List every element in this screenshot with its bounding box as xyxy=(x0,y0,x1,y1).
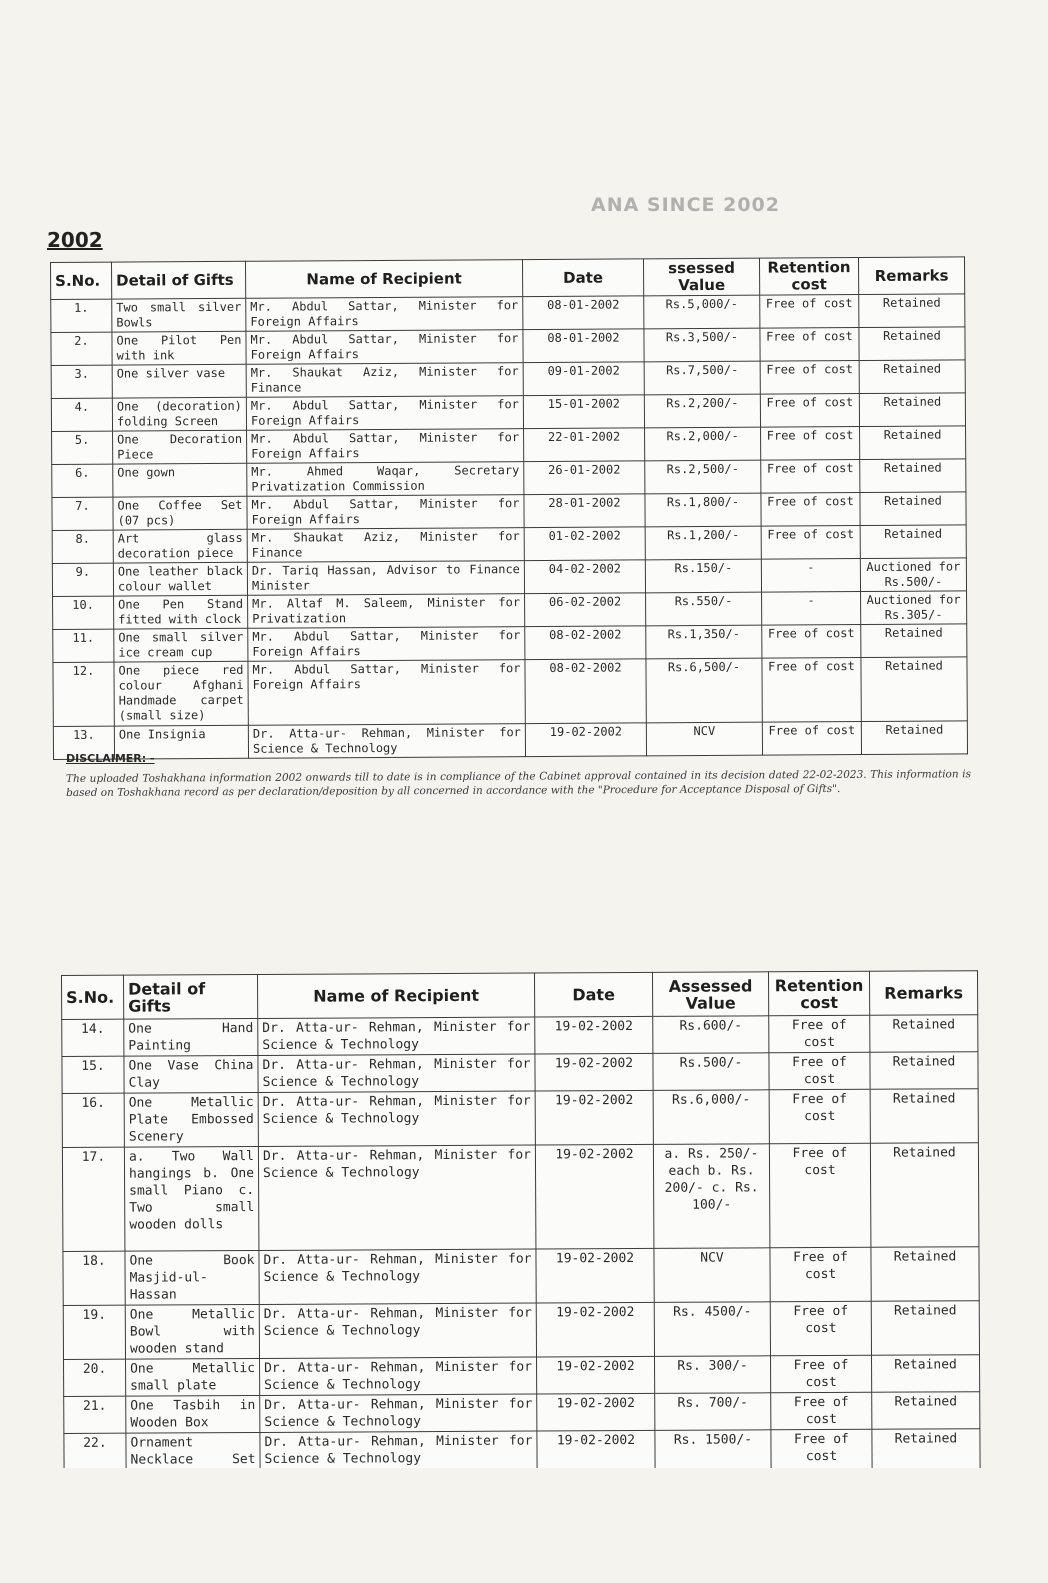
row-sno: 14. xyxy=(62,1019,124,1056)
row-remarks: Retained xyxy=(860,525,966,559)
row-assessed-value: Rs.2,000/- xyxy=(645,427,761,461)
row-recipient: Dr. Atta-ur- Rehman, Minister for Science & Technology xyxy=(248,724,525,759)
table-row xyxy=(53,624,967,663)
table-row xyxy=(52,558,966,597)
row-recipient: Mr. Abdul Sattar, Minister for Foreign Affairs xyxy=(246,396,523,431)
row-assessed-value: Rs.1,800/- xyxy=(645,493,761,527)
row-recipient: Dr. Tariq Hassan, Advisor to Finance Minister xyxy=(247,561,524,596)
table-row xyxy=(51,294,965,333)
table-row xyxy=(62,1052,978,1094)
row-sno: 5. xyxy=(52,431,113,464)
row-remarks: Retained xyxy=(861,624,967,658)
row-date: 01-02-2002 xyxy=(524,527,645,561)
row-detail: One Book Masjid-ul-Hassan xyxy=(125,1250,259,1305)
row-recipient: Dr. Atta-ur- Rehman, Minister for Science & Technology xyxy=(258,1054,535,1092)
row-recipient: Mr. Shaukat Aziz, Minister for Finance xyxy=(246,363,523,398)
row-detail: One Vase China Clay xyxy=(124,1055,258,1093)
disclaimer-text: The uploaded Toshakhana information 2002 onwards till to date is in compliance of the Cabinet approval contained in its decision dated 22-02-2023. This information is based on Toshakhana record as per declaration/deposition by all concerned in accordance with the "Procedure for Acceptance Disposal of Gifts". xyxy=(66,768,972,799)
table-row xyxy=(52,459,966,498)
row-remarks: Retained xyxy=(859,360,965,394)
row-sno: 21. xyxy=(64,1396,126,1433)
row-sno: 1. xyxy=(51,299,112,332)
row-sno: 10. xyxy=(53,596,114,629)
row-recipient: Dr. Atta-ur- Rehman, Minister for Science & Technology xyxy=(258,1017,535,1055)
table-row xyxy=(63,1247,979,1306)
row-date: 19-02-2002 xyxy=(536,1302,654,1357)
row-date: 08-01-2002 xyxy=(523,296,644,330)
row-retention-cost: Free of cost xyxy=(769,1089,870,1144)
row-detail: One gown xyxy=(113,463,247,497)
header-date: Date xyxy=(522,259,643,297)
row-detail: One Pen Stand fitted with clock xyxy=(114,595,248,629)
row-date: 19-02-2002 xyxy=(525,723,646,757)
table-row xyxy=(52,492,966,531)
row-sno: 6. xyxy=(52,464,113,497)
row-recipient: Dr. Atta-ur- Rehman, Minister for Science & Technology xyxy=(259,1249,536,1304)
row-sno: 9. xyxy=(52,563,113,596)
row-assessed-value: Rs.550/- xyxy=(646,592,762,626)
gifts-table-2 xyxy=(61,970,981,1488)
table-row xyxy=(51,360,965,399)
table-row xyxy=(53,721,967,760)
table-header-row xyxy=(62,971,978,1020)
row-retention-cost: Free of cost xyxy=(769,1052,870,1090)
header-assessed-value: Assessed Value xyxy=(652,972,768,1017)
row-retention-cost: Free of cost xyxy=(760,361,859,395)
table-row xyxy=(51,327,965,366)
row-recipient: Dr. Atta-ur- Rehman, Minister for Science & Technology xyxy=(260,1394,537,1432)
row-date: 19-02-2002 xyxy=(537,1356,655,1394)
row-remarks: Retained xyxy=(859,294,965,328)
table-row xyxy=(51,393,965,432)
header-recipient: Name of Recipient xyxy=(257,973,534,1018)
row-remarks: Auctioned for Rs.500/- xyxy=(860,558,966,592)
row-assessed-value: Rs.150/- xyxy=(645,559,761,593)
row-assessed-value: NCV xyxy=(654,1248,770,1303)
row-recipient: Mr. Altaf M. Saleem, Minister for Privatization xyxy=(248,594,525,629)
row-assessed-value: Rs. 4500/- xyxy=(654,1302,770,1357)
row-retention-cost: Free of cost xyxy=(770,1301,871,1356)
row-date: 04-02-2002 xyxy=(524,560,645,594)
row-detail: Ornament Necklace Set xyxy=(126,1432,260,1487)
table-row xyxy=(53,591,967,630)
table-row xyxy=(62,1089,978,1148)
row-sno: 4. xyxy=(51,398,112,431)
header-retention-cost: Retention cost xyxy=(768,971,869,1016)
row-retention-cost: Free of cost xyxy=(769,1015,870,1053)
row-recipient: Mr. Shaukat Aziz, Minister for Finance xyxy=(247,528,524,563)
header-remarks: Remarks xyxy=(869,971,977,1016)
row-sno: 7. xyxy=(52,497,113,530)
row-retention-cost: Free of cost xyxy=(760,394,859,428)
row-sno: 8. xyxy=(52,530,113,563)
table-row xyxy=(64,1355,980,1397)
row-remarks: Retained xyxy=(860,426,966,460)
row-recipient: Mr. Abdul Sattar, Minister for Foreign Affairs xyxy=(247,429,524,464)
header-recipient: Name of Recipient xyxy=(245,260,522,299)
row-sno: 16. xyxy=(62,1093,124,1147)
row-recipient: Dr. Atta-ur- Rehman, Minister for Science & Technology xyxy=(260,1431,537,1486)
row-assessed-value: Rs.7,500/- xyxy=(644,361,760,395)
row-detail: Art glass decoration piece xyxy=(113,529,247,563)
row-retention-cost: Free of cost xyxy=(761,460,860,494)
gifts-table-1-body xyxy=(51,294,968,760)
row-assessed-value: Rs.3,500/- xyxy=(644,328,760,362)
row-recipient: Mr. Abdul Sattar, Minister for Foreign Affairs xyxy=(247,495,524,530)
faded-page-title: ANA SINCE 2002 xyxy=(591,194,780,216)
row-sno: 17. xyxy=(62,1147,125,1251)
row-retention-cost: Free of cost xyxy=(761,427,860,461)
table-row xyxy=(62,1143,979,1252)
row-retention-cost: - xyxy=(762,592,861,626)
row-recipient: Mr. Ahmed Waqar, Secretary Privatization Commission xyxy=(247,462,524,497)
table-row xyxy=(63,1301,979,1360)
row-detail: One Hand Painting xyxy=(124,1018,258,1056)
row-assessed-value: Rs.6,500/- xyxy=(646,658,762,723)
header-retention-cost: Retention cost xyxy=(759,258,858,296)
row-date: 26-01-2002 xyxy=(524,461,645,495)
row-detail: One (decoration) folding Screen xyxy=(112,397,246,431)
row-remarks: Auctioned for Rs.305/- xyxy=(861,591,967,625)
row-remarks: Retained xyxy=(872,1429,980,1484)
row-retention-cost: Free of cost xyxy=(771,1392,872,1430)
row-retention-cost: Free of cost xyxy=(762,625,861,659)
row-retention-cost: Free of cost xyxy=(760,295,859,329)
row-retention-cost: Free of cost xyxy=(769,1143,871,1248)
row-date: 22-01-2002 xyxy=(524,428,645,462)
row-date: 28-01-2002 xyxy=(524,494,645,528)
table-row xyxy=(64,1392,980,1434)
row-detail: One silver vase xyxy=(112,364,246,398)
row-assessed-value: Rs.600/- xyxy=(653,1016,769,1054)
row-remarks: Retained xyxy=(871,1247,979,1302)
row-assessed-value: Rs.1,200/- xyxy=(645,526,761,560)
table-row xyxy=(52,525,966,564)
table-row xyxy=(62,1015,978,1057)
row-retention-cost: Free of cost xyxy=(761,493,860,527)
row-detail: One small silver ice cream cup xyxy=(114,628,248,662)
row-detail: One Decoration Piece xyxy=(113,430,247,464)
row-assessed-value: Rs. 700/- xyxy=(655,1393,771,1431)
row-date: 19-02-2002 xyxy=(537,1393,655,1431)
row-retention-cost: Free of cost xyxy=(762,722,861,756)
row-detail: a. Two Wall hangings b. One small Piano c. Two small wooden dolls xyxy=(124,1146,259,1251)
row-sno: 11. xyxy=(53,629,114,662)
row-date: 19-02-2002 xyxy=(536,1248,654,1303)
row-recipient: Mr. Abdul Sattar, Minister for Foreign Affairs xyxy=(246,330,523,365)
row-remarks: Retained xyxy=(860,492,966,526)
row-assessed-value: Rs.2,200/- xyxy=(644,394,760,428)
row-date: 19-02-2002 xyxy=(535,1053,653,1091)
row-date: 09-01-2002 xyxy=(523,362,644,396)
year-heading: 2002 xyxy=(47,228,103,252)
row-assessed-value: a. Rs. 250/- each b. Rs. 200/- c. Rs. 100/- xyxy=(653,1144,770,1249)
row-date: 08-02-2002 xyxy=(525,626,646,660)
row-date: 19-02-2002 xyxy=(535,1144,654,1249)
row-date: 19-02-2002 xyxy=(537,1430,655,1485)
row-detail: One piece red colour Afghani Handmade carpet (small size) xyxy=(114,661,248,726)
disclaimer-label: DISCLAIMER: - xyxy=(66,752,155,765)
row-date: 19-02-2002 xyxy=(535,1090,653,1145)
row-detail: One leather black colour wallet xyxy=(113,562,247,596)
row-retention-cost: Free of cost xyxy=(770,1247,871,1302)
table-row xyxy=(53,657,967,727)
row-remarks: Retained xyxy=(861,721,967,755)
row-assessed-value: Rs.1,350/- xyxy=(646,625,762,659)
gifts-table-1 xyxy=(50,256,968,760)
row-retention-cost: Free of cost xyxy=(761,526,860,560)
header-date: Date xyxy=(534,972,652,1017)
row-remarks: Retained xyxy=(861,657,967,722)
gifts-table-2-body xyxy=(62,1015,980,1488)
header-detail: Detail of Gifts xyxy=(124,974,258,1019)
row-sno: 3. xyxy=(51,365,112,398)
page-cutoff xyxy=(0,1468,1048,1583)
row-remarks: Retained xyxy=(859,393,965,427)
row-assessed-value: Rs.500/- xyxy=(653,1053,769,1091)
row-assessed-value: Rs.2,500/- xyxy=(645,460,761,494)
row-recipient: Mr. Abdul Sattar, Minister for Foreign Affairs xyxy=(248,660,525,726)
header-sno: S.No. xyxy=(51,262,112,299)
row-detail: One Coffee Set (07 pcs) xyxy=(113,496,247,530)
row-retention-cost: Free of cost xyxy=(771,1355,872,1393)
row-sno: 2. xyxy=(51,332,112,365)
row-retention-cost: Free of cost xyxy=(771,1429,872,1484)
row-detail: One Pilot Pen with ink xyxy=(112,331,246,365)
row-detail: One Insignia xyxy=(114,725,248,759)
table-header-row xyxy=(51,257,965,300)
row-retention-cost: - xyxy=(761,559,860,593)
row-recipient: Mr. Abdul Sattar, Minister for Foreign Affairs xyxy=(246,297,523,332)
row-remarks: Retained xyxy=(860,459,966,493)
row-sno: 13. xyxy=(53,726,114,759)
row-remarks: Retained xyxy=(870,1015,978,1053)
header-detail: Detail of Gifts xyxy=(112,261,246,299)
row-remarks: Retained xyxy=(870,1089,978,1144)
row-assessed-value: NCV xyxy=(646,722,762,756)
row-detail: One Metallic Plate Embossed Scenery xyxy=(124,1092,258,1147)
row-remarks: Retained xyxy=(872,1355,980,1393)
row-remarks: Retained xyxy=(870,1143,979,1248)
row-date: 06-02-2002 xyxy=(525,593,646,627)
header-assessed-value: ssessed Value xyxy=(643,258,759,296)
header-sno: S.No. xyxy=(62,975,124,1019)
row-recipient: Dr. Atta-ur- Rehman, Minister for Science & Technology xyxy=(259,1303,536,1358)
row-sno: 19. xyxy=(63,1305,125,1359)
row-assessed-value: Rs. 300/- xyxy=(655,1356,771,1394)
row-assessed-value: Rs.5,000/- xyxy=(644,295,760,329)
row-date: 15-01-2002 xyxy=(523,395,644,429)
table-row xyxy=(52,426,966,465)
row-detail: One Metallic small plate xyxy=(126,1358,260,1396)
row-remarks: Retained xyxy=(859,327,965,361)
row-recipient: Dr. Atta-ur- Rehman, Minister for Science & Technology xyxy=(258,1145,536,1250)
row-assessed-value: Rs.6,000/- xyxy=(653,1090,769,1145)
row-retention-cost: Free of cost xyxy=(760,328,859,362)
row-remarks: Retained xyxy=(871,1301,979,1356)
row-recipient: Dr. Atta-ur- Rehman, Minister for Science & Technology xyxy=(258,1091,535,1146)
row-detail: One Metallic Bowl with wooden stand xyxy=(125,1304,259,1359)
row-retention-cost: Free of cost xyxy=(762,658,861,723)
row-recipient: Dr. Atta-ur- Rehman, Minister for Science & Technology xyxy=(260,1357,537,1395)
row-date: 08-01-2002 xyxy=(523,329,644,363)
row-date: 19-02-2002 xyxy=(535,1016,653,1054)
row-remarks: Retained xyxy=(872,1392,980,1430)
row-detail: One Tasbih in Wooden Box xyxy=(126,1395,260,1433)
row-date: 08-02-2002 xyxy=(525,659,646,724)
row-sno: 12. xyxy=(53,662,114,726)
header-remarks: Remarks xyxy=(858,257,964,295)
row-assessed-value: Rs. 1500/- xyxy=(655,1430,771,1485)
row-sno: 22. xyxy=(64,1433,126,1487)
row-sno: 18. xyxy=(63,1251,125,1305)
row-sno: 20. xyxy=(64,1359,126,1396)
row-detail: Two small silver Bowls xyxy=(112,298,246,332)
row-remarks: Retained xyxy=(870,1052,978,1090)
row-sno: 15. xyxy=(62,1056,124,1093)
row-recipient: Mr. Abdul Sattar, Minister for Foreign Affairs xyxy=(248,627,525,662)
